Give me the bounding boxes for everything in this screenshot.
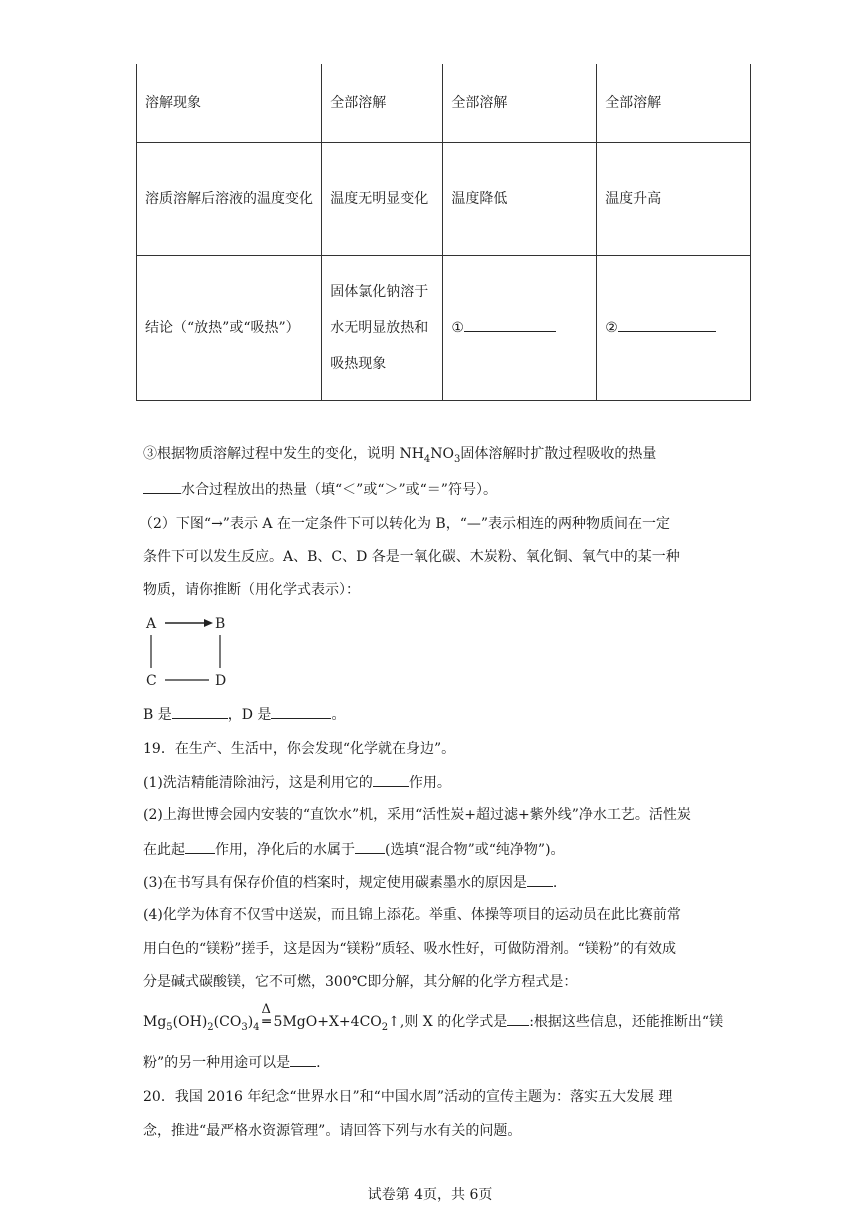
node-a-label: A [146,616,157,632]
table-cell: 溶解现象 [137,64,322,143]
q19-title: 19．在生产、生活中，你会发现“化学就在身边”。 [143,741,456,757]
node-d-label: D [215,673,227,689]
delta-symbol: Δ [261,1002,271,1017]
table-cell: 结论（“放热”或“吸热”） [137,256,322,401]
q18-part2-line1: （2）下图“→”表示 A 在一定条件下可以转化为 B，“—”表示相连的两种物质间在一定 [139,516,671,532]
table-cell: 全部溶解 [322,64,443,143]
table-cell: 温度降低 [443,143,597,256]
q18-answer-line: B 是 ，D 是 。 [143,704,723,725]
table-cell: 温度无明显变化 [322,143,443,256]
node-c-label: C [146,673,157,689]
table-cell: 全部溶解 [443,64,597,143]
table-cell: 温度升高 [597,143,751,256]
blank-label: ② [605,320,618,336]
q19-sub4-line1: (4)化学为体育不仅雪中送炭，而且锦上添花。举重、体操等项目的运动员在此比赛前常 [143,907,681,923]
q18-part3-line1: ③根据物质溶解过程中发生的变化，说明 $NH_4NO_3$固体溶解时扩散过程吸收的热量 [143,446,657,465]
node-b-label: B [215,616,226,632]
answer-blank[interactable] [355,839,385,854]
q19-sub2-line2: 在此起 作用，净化后的水属于 (选填“混合物”或“纯净物”)。 [143,839,723,860]
table-row [137,256,751,401]
answer-blank[interactable] [143,479,181,494]
answer-blank-d[interactable] [271,704,331,719]
table-cell [597,256,751,401]
q19-sub2-line1: (2)上海世博会园内安装的“直饮水”机，采用“活性炭+超过滤+紫外线”净水工艺。活性炭 [143,807,691,823]
blank-label: ① [451,320,464,336]
answer-blank[interactable] [290,1052,316,1067]
table-cell: 固体氯化钠溶于水无明显放热和吸热现象 [322,256,443,401]
q20-line2: 念，推进“最严格水资源管理”。请回答下列与水有关的问题。 [143,1123,522,1139]
q18-part3-line2: 水合过程放出的热量（填“＜”或“＞”或“＝”符号）。 [143,479,723,500]
answer-blank[interactable] [618,317,716,332]
q18-part2-line2: 条件下可以发生反应。A、B、C、D 各是一氧化碳、木炭粉、氧化铜、氧气中的某一种 [143,549,680,565]
q19-sub4-last: 粉”的另一种用途可以是 . [143,1052,723,1073]
table-row [137,64,751,143]
q19-sub1: (1)洗洁精能清除油污，这是利用它的 作用。 [143,772,723,793]
answer-blank[interactable] [527,872,553,887]
table-cell: 全部溶解 [597,64,751,143]
q19-equation-line: $Mg_5(OH)_2(CO_3)_4$ Δ ═ $5MgO+X+4CO_2↑$,则 X 的化学式是 :根据这些信息，还能推断出“镁 [143,1002,724,1033]
q19-sub3: (3)在书写具有保存价值的档案时，规定使用碳素墨水的原因是 . [143,872,723,893]
table-cell [443,256,597,401]
experiment-table [136,64,751,401]
q18-part2-line3: 物质，请你推断（用化学式表示）： [143,582,360,598]
table-cell: 溶质溶解后溶液的温度变化 [137,143,322,256]
arrowhead-icon [204,619,213,627]
heating-sign: Δ ═ [261,1002,271,1030]
answer-blank[interactable] [185,839,215,854]
q20-line1: 20．我国 2016 年纪念“世界水日”和“中国水周”活动的宣传主题为：落实五大发展 理 [143,1089,673,1105]
q19-sub4-line3: 分是碱式碳酸镁，它不可燃，300℃即分解，其分解的化学方程式是： [143,974,578,990]
abcd-diagram [143,612,238,692]
table-row [137,143,751,256]
answer-blank[interactable] [373,772,409,787]
q19-sub4-line2: 用白色的“镁粉”搓手，这是因为“镁粉”质轻、吸水性好，可做防滑剂。“镁粉”的有效成 [143,941,676,957]
page-footer: 试卷第 4页，共 6页 [367,1187,493,1203]
answer-blank[interactable] [464,317,556,332]
answer-blank-b[interactable] [172,704,228,719]
answer-blank[interactable] [507,1011,529,1026]
